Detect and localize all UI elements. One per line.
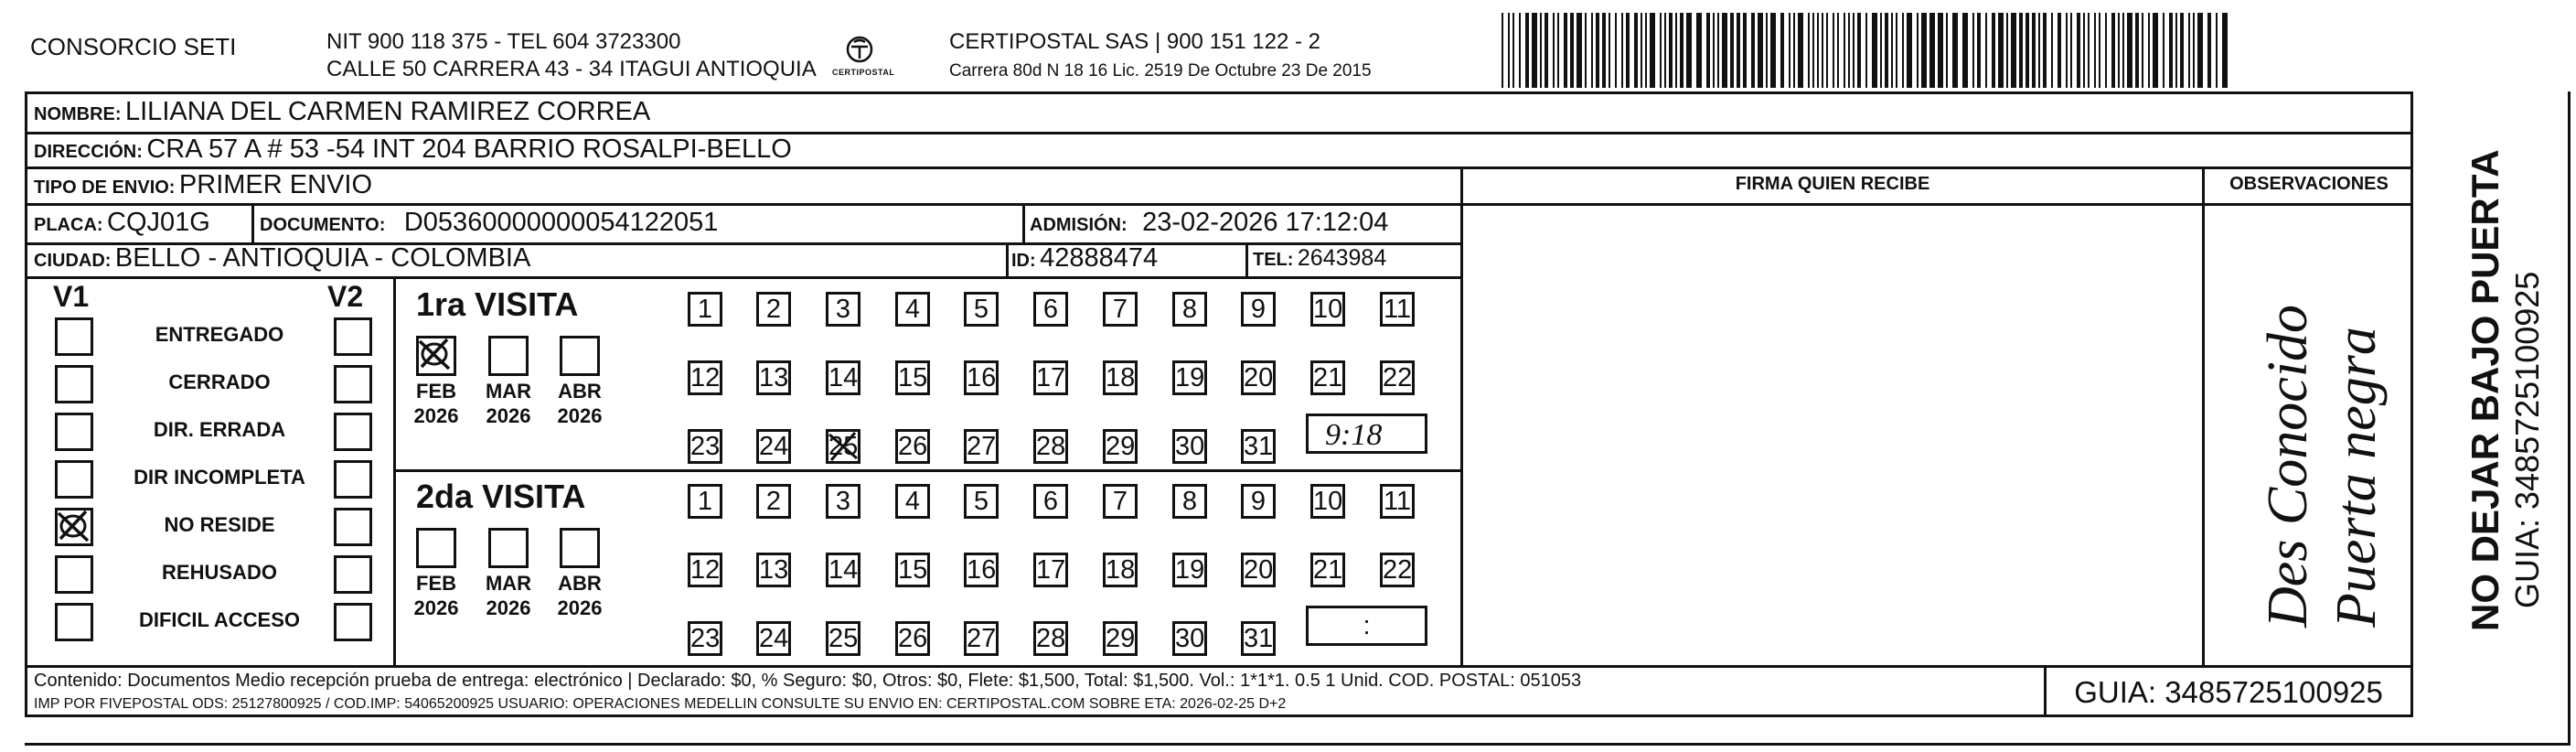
placa-divider	[251, 203, 254, 242]
v1-checkbox[interactable]	[55, 603, 93, 641]
documento-label: DOCUMENTO:	[260, 215, 386, 235]
first-visit-month-year: 2026	[486, 404, 531, 427]
second-visit-day-14[interactable]: 14	[826, 553, 860, 587]
first-visit-day-26[interactable]: 26	[895, 429, 930, 464]
second-visit-day-17[interactable]: 17	[1033, 553, 1068, 587]
handwriting-line1: Des Conocido	[2257, 304, 2319, 628]
first-visit-day-30[interactable]: 30	[1172, 429, 1207, 464]
row-line	[25, 276, 1460, 279]
direccion-field	[34, 134, 792, 165]
first-visit-day-1[interactable]: 1	[688, 292, 722, 327]
second-visit-day-20[interactable]: 20	[1241, 553, 1276, 587]
first-visit-month-name: MAR	[485, 380, 532, 403]
col-firma-left	[1460, 167, 1463, 665]
second-visit-month-year: 2026	[413, 596, 459, 619]
first-visit-day-6[interactable]: 6	[1033, 292, 1068, 327]
certipostal-license: Carrera 80d N 18 16 Lic. 2519 De Octubre 23 De 2015	[949, 61, 1372, 81]
v2-checkbox[interactable]	[334, 365, 372, 403]
first-visit-month-year: 2026	[557, 404, 603, 427]
second-visit-month-checkbox-abr[interactable]	[560, 528, 600, 568]
status-option-label: NO RESIDE	[164, 513, 275, 536]
ciudad-field	[34, 243, 530, 274]
no-dejar-text: NO DEJAR BAJO PUERTA	[2464, 149, 2507, 631]
second-visit-day-2[interactable]: 2	[756, 484, 791, 519]
documento-field	[260, 208, 718, 238]
first-visit-day-3[interactable]: 3	[826, 292, 860, 327]
outer-shadow-bottom	[25, 743, 2571, 746]
second-visit-month-name: FEB	[416, 572, 456, 595]
first-visit-day-21[interactable]: 21	[1310, 360, 1345, 395]
status-option-label: DIFICIL ACCESO	[138, 608, 300, 631]
second-visit-month-name: MAR	[485, 572, 532, 595]
first-visit-day-10[interactable]: 10	[1310, 292, 1345, 327]
second-visit-day-25[interactable]: 25	[826, 621, 860, 656]
second-visit-day-26[interactable]: 26	[895, 621, 930, 656]
first-visit-day-31[interactable]: 31	[1241, 429, 1276, 464]
side-text	[2414, 91, 2568, 723]
id-label: ID:	[1011, 251, 1036, 271]
status-option-label: REHUSADO	[162, 561, 277, 584]
first-visit-month-name: ABR	[558, 380, 602, 403]
first-visit-day-29[interactable]: 29	[1103, 429, 1138, 464]
status-option-label: DIR. ERRADA	[153, 418, 286, 441]
first-visit-day-28[interactable]: 28	[1033, 429, 1068, 464]
first-visit-day-2[interactable]: 2	[756, 292, 791, 327]
second-visit-month-checkbox-mar[interactable]	[488, 528, 529, 568]
firma-underline	[1460, 203, 2413, 206]
first-visit-day-9[interactable]: 9	[1241, 292, 1276, 327]
v1-checkbox[interactable]	[55, 317, 93, 356]
placa-field	[34, 208, 210, 238]
certipostal-line: CERTIPOSTAL SAS | 900 151 122 - 2	[949, 29, 1320, 54]
second-visit-day-15[interactable]: 15	[895, 553, 930, 587]
second-visit-day-31[interactable]: 31	[1241, 621, 1276, 656]
tipo-field	[34, 170, 372, 200]
v2-label: V2	[327, 280, 364, 313]
v2-checkbox[interactable]	[334, 413, 372, 451]
admision-divider	[1022, 203, 1025, 242]
second-visit-day-5[interactable]: 5	[964, 484, 999, 519]
first-visit-day-20[interactable]: 20	[1241, 360, 1276, 395]
v1-checkbox[interactable]	[55, 460, 93, 499]
second-visit-day-9[interactable]: 9	[1241, 484, 1276, 519]
certipostal-logo	[832, 33, 895, 84]
first-visit-day-5[interactable]: 5	[964, 292, 999, 327]
observations-handwriting	[2206, 207, 2412, 664]
second-visit-day-21[interactable]: 21	[1310, 553, 1345, 587]
check-x-icon	[53, 506, 93, 546]
first-visit-day-22[interactable]: 22	[1380, 360, 1415, 395]
handwriting-graphic	[2206, 207, 2412, 664]
second-visit-title: 2da VISITA	[416, 478, 586, 515]
first-visit-time-box[interactable]	[1306, 414, 1427, 454]
documento-value: D05360000000054122051	[403, 208, 719, 237]
first-visit-day-27[interactable]: 27	[964, 429, 999, 464]
first-visit-day-12[interactable]: 12	[688, 360, 722, 395]
status-option-label: DIR INCOMPLETA	[134, 466, 305, 489]
barcode-graphic	[1500, 13, 2231, 88]
id-divider	[1006, 242, 1009, 276]
id-value: 42888474	[1040, 243, 1159, 273]
second-visit-day-22[interactable]: 22	[1380, 553, 1415, 587]
visit-separator	[393, 469, 1460, 472]
first-visit-day-25[interactable]: 25	[826, 429, 860, 464]
v2-checkbox[interactable]	[334, 460, 372, 499]
col-obs-left	[2202, 167, 2205, 665]
v1-checkbox[interactable]	[55, 365, 93, 403]
first-visit-month-name: FEB	[416, 380, 456, 403]
outer-shadow-right	[2568, 91, 2571, 745]
second-visit-day-11[interactable]: 11	[1380, 484, 1415, 519]
second-visit-time-box[interactable]	[1306, 606, 1427, 646]
first-visit-day-19[interactable]: 19	[1172, 360, 1207, 395]
first-visit-day-16[interactable]: 16	[964, 360, 999, 395]
second-visit-day-18[interactable]: 18	[1103, 553, 1138, 587]
second-visit-day-10[interactable]: 10	[1310, 484, 1345, 519]
check-x-icon	[414, 334, 454, 374]
status-option-label: ENTREGADO	[155, 323, 284, 346]
tel-divider	[1245, 242, 1248, 276]
ciudad-value: BELLO - ANTIOQUIA - COLOMBIA	[114, 243, 531, 273]
first-visit-day-8[interactable]: 8	[1172, 292, 1207, 327]
ciudad-label: CIUDAD:	[34, 251, 112, 271]
footer-guia: GUIA: 3485725100925	[2074, 675, 2383, 709]
handwritten-time	[1309, 416, 1425, 451]
nombre-value: LILIANA DEL CARMEN RAMIREZ CORREA	[125, 97, 651, 126]
time-text: 9:18	[1325, 418, 1383, 451]
tel-label: TEL:	[1253, 250, 1294, 270]
status-option-label: CERRADO	[168, 371, 271, 393]
placa-value: CQJ01G	[107, 208, 210, 237]
tipo-label: TIPO DE ENVIO:	[34, 177, 176, 198]
second-visit-day-6[interactable]: 6	[1033, 484, 1068, 519]
barcode	[1500, 13, 2231, 88]
second-visit-day-12[interactable]: 12	[688, 553, 722, 587]
first-visit-day-17[interactable]: 17	[1033, 360, 1068, 395]
tel-field	[1253, 245, 1386, 272]
footer-top-line	[25, 665, 2413, 668]
tipo-value: PRIMER ENVIO	[178, 170, 373, 199]
row-line	[25, 167, 2413, 169]
first-visit-month-checkbox-mar[interactable]	[488, 336, 529, 376]
second-visit-month-checkbox-feb[interactable]	[416, 528, 456, 568]
nit-line: NIT 900 118 375 - TEL 604 3723300	[326, 29, 681, 54]
nombre-label: NOMBRE:	[34, 104, 122, 124]
address-line: CALLE 50 CARRERA 43 - 34 ITAGUI ANTIOQUIA	[326, 57, 817, 81]
second-visit-day-29[interactable]: 29	[1103, 621, 1138, 656]
second-visit-day-3[interactable]: 3	[826, 484, 860, 519]
second-visit-day-7[interactable]: 7	[1103, 484, 1138, 519]
admision-field	[1030, 208, 1388, 238]
second-visit-day-23[interactable]: 23	[688, 621, 722, 656]
second-visit-month-year: 2026	[557, 596, 603, 619]
second-visit-month-year: 2026	[486, 596, 531, 619]
observaciones-label: OBSERVACIONES	[2229, 174, 2389, 194]
first-visit-day-13[interactable]: 13	[756, 360, 791, 395]
first-visit-day-7[interactable]: 7	[1103, 292, 1138, 327]
first-visit-day-23[interactable]: 23	[688, 429, 722, 464]
second-visit-day-19[interactable]: 19	[1172, 553, 1207, 587]
second-visit-month-name: ABR	[558, 572, 602, 595]
v2-checkbox[interactable]	[334, 555, 372, 594]
day-strike-icon	[826, 429, 860, 464]
first-visit-day-15[interactable]: 15	[895, 360, 930, 395]
footer-imp: IMP POR FIVEPOSTAL ODS: 25127800925 / COD.IMP: 54065200925 USUARIO: OPERACIONES MEDELLIN CONSULTE SU ENVIO EN: CERTIPOSTAL.COM SOBRE ETA: 2026-02-25 D+2	[34, 696, 1287, 712]
admision-label: ADMISIÓN:	[1030, 215, 1128, 235]
company-name: CONSORCIO SETI	[30, 33, 237, 60]
first-visit-month-checkbox-abr[interactable]	[560, 336, 600, 376]
nombre-field	[34, 97, 650, 127]
first-visit-day-4[interactable]: 4	[895, 292, 930, 327]
first-visit-title: 1ra VISITA	[416, 285, 579, 323]
second-visit-day-13[interactable]: 13	[756, 553, 791, 587]
second-visit-day-24[interactable]: 24	[756, 621, 791, 656]
id-field	[1011, 243, 1158, 274]
time-colon: :	[1363, 611, 1371, 640]
side-text-graphic	[2414, 91, 2568, 723]
second-visit-day-28[interactable]: 28	[1033, 621, 1068, 656]
admision-value: 23-02-2026 17:12:04	[1142, 208, 1389, 237]
v2-checkbox[interactable]	[334, 603, 372, 641]
first-visit-month-checkbox-feb[interactable]	[416, 336, 456, 376]
v1-checkbox[interactable]	[55, 413, 93, 451]
second-visit-day-27[interactable]: 27	[964, 621, 999, 656]
v2-checkbox[interactable]	[334, 317, 372, 356]
first-visit-day-11[interactable]: 11	[1380, 292, 1415, 327]
second-visit-day-4[interactable]: 4	[895, 484, 930, 519]
first-visit-day-14[interactable]: 14	[826, 360, 860, 395]
direccion-value: CRA 57 A # 53 -54 INT 204 BARRIO ROSALPI-BELLO	[146, 134, 792, 164]
footer-content: Contenido: Documentos Medio recepción prueba de entrega: electrónico | Declarado: $0, % Seguro: $0, Otros: $0, Flete: $1,500, Total: $1,500. Vol.: 1*1*1. 0.5 1 Unid. COD. POSTAL: 051053	[34, 671, 1582, 691]
direccion-label: DIRECCIÓN:	[34, 142, 143, 162]
second-visit-day-30[interactable]: 30	[1172, 621, 1207, 656]
second-visit-day-1[interactable]: 1	[688, 484, 722, 519]
second-visit-day-8[interactable]: 8	[1172, 484, 1207, 519]
v1-checkbox[interactable]	[55, 555, 93, 594]
v1-checkbox[interactable]	[55, 508, 93, 546]
first-visit-month-year: 2026	[413, 404, 459, 427]
side-guia-text: GUIA: 3485725100925	[2508, 271, 2546, 608]
second-visit-day-16[interactable]: 16	[964, 553, 999, 587]
first-visit-day-18[interactable]: 18	[1103, 360, 1138, 395]
v2-checkbox[interactable]	[334, 508, 372, 546]
first-visit-day-24[interactable]: 24	[756, 429, 791, 464]
v1-label: V1	[53, 280, 90, 313]
logo-text: CERTIPOSTAL	[832, 68, 895, 77]
tel-value: 2643984	[1297, 245, 1387, 271]
handwriting-line2: Puerta negra	[2325, 327, 2388, 628]
firma-label: FIRMA QUIEN RECIBE	[1735, 174, 1930, 194]
placa-label: PLACA:	[34, 215, 103, 235]
